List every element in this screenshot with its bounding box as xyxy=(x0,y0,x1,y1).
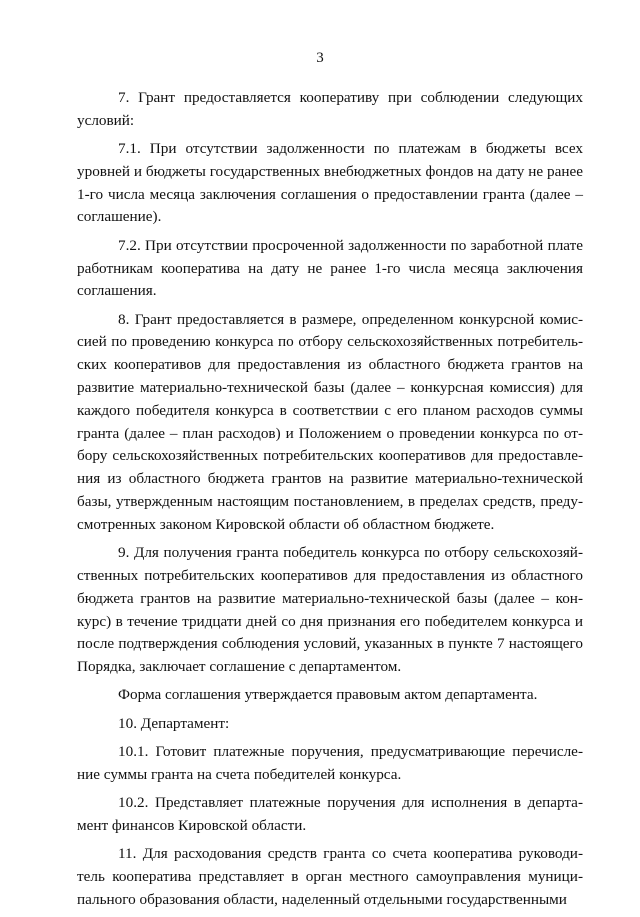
document-body xyxy=(77,87,583,917)
paragraph-7: 7. Грант предоставляется кооперативу при соблюдении следующих условий: xyxy=(77,89,583,129)
paragraph-7-2: 7.2. При отсутствии просроченной задолженности по заработной плате работникам кооператива на дату не ранее 1-го числа месяца заключения соглашения. xyxy=(77,236,583,300)
paragraph-agreement-form: Форма соглашения утверждается правовым актом департамента. xyxy=(118,686,538,704)
paragraph-8: 8. Грант предоставляется в размере, определенном конкурсной комиссией по проведению конкурса по отбору сельскохозяйственных потребительских кооперативов для предоставления из областного бюджета грантов на развитие материально-технической базы (далее – конкурсная комиссия) для каждого победителя конкурса в соответствии с его планом расходов суммы гранта (далее – план расходов) и Положением о проведении конкурса по отбору сельскохозяйственных потребительских кооперативов для предоставления из областного бюджета грантов на развитие материально-технической базы, утвержденным настоящим постановлением, в пределах средств, предусмотренных законом Кировской области об областном бюджете. xyxy=(77,310,583,533)
paragraph-10-1: 10.1. Готовит платежные поручения, предусматривающие перечисление суммы гранта на счета победителей конкурса. xyxy=(77,743,583,783)
paragraph-10: 10. Департамент: xyxy=(118,714,230,732)
paragraph-10-2: 10.2. Представляет платежные поручения для исполнения в департамент финансов Кировской области. xyxy=(77,794,583,834)
paragraph-9: 9. Для получения гранта победитель конкурса по отбору сельскохозяйственных потребительских кооперативов для предоставления из областного бюджета грантов на развитие материально-технической базы (далее – конкурс) в течение тридцати дней со дня признания его победителем конкурса и после подтверждения соблюдения условий, указанных в пункте 7 настоящего Порядка, заключает соглашение с департаментом. xyxy=(77,544,583,676)
page-number: 3 xyxy=(316,50,324,66)
paragraph-11: 11. Для расходования средств гранта со счета кооператива руководитель кооператива представляет в орган местного самоуправления муниципального образования области, наделенный отдельными государственными xyxy=(77,845,583,908)
paragraph-7-1: 7.1. При отсутствии задолженности по платежам в бюджеты всех уровней и бюджеты государственных внебюджетных фондов на дату не ранее 1-го числа месяца заключения соглашения о предоставлении гранта (далее – соглашение). xyxy=(77,140,583,226)
